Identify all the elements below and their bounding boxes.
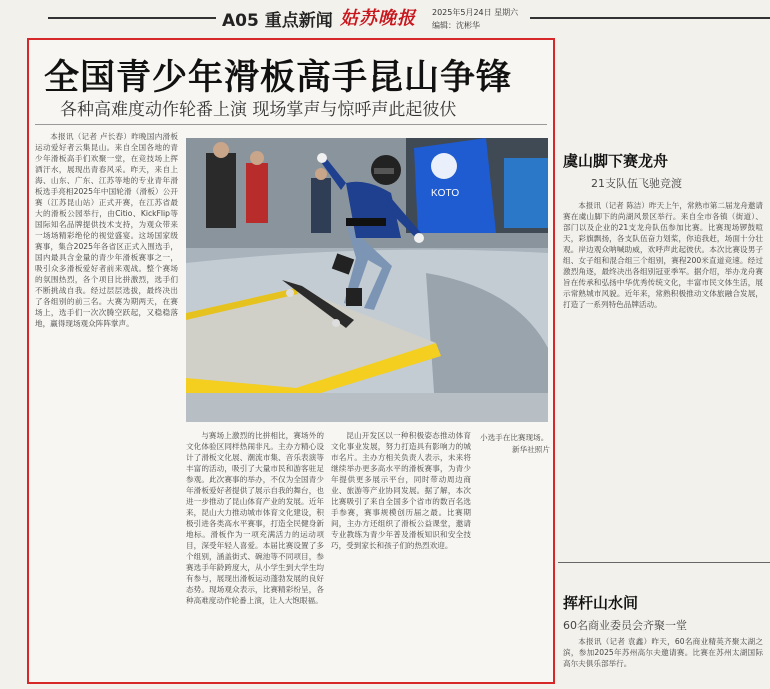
- issue-date: 2025年5月24日 星期六: [432, 8, 519, 17]
- right-top-body-text: 本报讯（记者 陈洁）昨天上午，常熟市第二届龙舟邀请赛在虞山脚下的尚湖风景区举行。来自全市各镇（街道）、部门以及企业的21支龙舟队伍参加比赛。比赛现场锣鼓喧天，彩旗飘扬，各支队伍奋力划桨，你追我赶，场面十分壮观。岸边观众呐喊助威，欢呼声此起彼伏。本次比赛设男子组、女子组和混合组三个组别，赛程200米直道竞速。经过激烈角逐，最终决出各组别冠亚季军。据介绍，举办龙舟赛旨在传承和弘扬中华优秀传统文化，丰富市民文体生活，展示常熟城市风貌。近年来，常熟积极推动文体旅融合发展，打造了一系列特色品牌活动。: [563, 201, 763, 309]
- article-column-3-text: 昆山开发区以一种积极姿态推动体育文化事业发展，努力打造具有影响力的城市名片。主办方相关负责人表示，未来将继续举办更多高水平的滑板赛事，为青少年提供更多展示平台，同时带动周边商业、旅游等产业协同发展。据了解，本次比赛吸引了来自全国多个省市的数百名选手参赛，赛事规模创历届之最。比赛期间，主办方还组织了滑板公益课堂，邀请专业教练为青少年普及滑板知识和安全技巧，受到家长和孩子们的热烈欢迎。: [331, 431, 471, 550]
- header-rule-left: [48, 17, 216, 19]
- editor-credit: 编辑：沈彬华: [432, 21, 480, 30]
- right-top-body: [563, 200, 763, 555]
- article-column-3: [331, 430, 471, 679]
- main-subhead: 各种高难度动作轮番上演 现场掌声与惊呼声此起彼伏: [60, 100, 457, 120]
- main-headline: 全国青少年滑板高手昆山争锋: [44, 58, 513, 98]
- photo-caption-text: 小选手在比赛现场。: [480, 433, 549, 442]
- page-header: [0, 0, 770, 36]
- article-column-1: [35, 131, 178, 679]
- right-top-story: [563, 150, 763, 191]
- headline-divider: [35, 124, 547, 125]
- right-bottom-subtitle: 60名商业委员会齐聚一堂: [563, 619, 687, 632]
- right-top-title: 虞山脚下赛龙舟: [563, 152, 669, 170]
- photo-credit: 新华社照片: [512, 445, 550, 454]
- skateboarder-photo: [186, 138, 548, 422]
- right-story-divider: [558, 562, 770, 563]
- right-bottom-body-text: 本报讯（记者 袁鑫）昨天，60名商业精英齐聚太湖之滨，参加2025年苏州高尔夫邀请赛。比赛在苏州太湖国际高尔夫俱乐部举行。: [563, 637, 763, 668]
- skateboard-photo-illustration: [186, 138, 548, 422]
- article-column-2: [186, 430, 324, 679]
- right-bottom-body: [563, 636, 763, 684]
- article-column-2-text: 与赛场上激烈的比拼相比，赛场外的文化体验区同样热闹非凡。主办方精心设计了滑板文化展、潮流市集、音乐表演等丰富的活动，吸引了大量市民和游客驻足参观。此次赛事的举办，不仅为全国青少年滑板爱好者提供了展示自我的舞台，也进一步推动了昆山体育产业的发展。近年来，昆山大力推动城市体育文化建设，积极引进各类高水平赛事，打造全民健身新地标。滑板作为一项充满活力的运动项目，深受年轻人喜爱。本届比赛设置了多个组别，涵盖街式、碗池等不同项目，参赛选手年龄跨度大，从小学生到大学生均有参与，展现出滑板运动蓬勃发展的良好态势。现场观众表示，比赛精彩纷呈，各种高难度动作轮番上演，让人大饱眼福。: [186, 431, 324, 605]
- svg-text:KOTO: KOTO: [431, 188, 460, 199]
- header-rule-right: [530, 17, 770, 19]
- article-column-1-text: 本报讯（记者 卢长春）昨晚国内滑板运动爱好者云集昆山。来自全国各地的青少年滑板高手们欢聚一堂，在竞技场上挥洒汗水，展现出青春风采。昨天，来自上海、山东、广东、江苏等地的专业青年滑板选手亮相2025年中国轮滑（滑板）公开赛（江苏昆山站）正式开赛，在江苏省最大的滑板公园举行，由Citio、KickFlip等国际知名品牌提供技术支持，为观众带来一场场精彩绝伦的视觉盛宴。这场国家级赛事，集合2025年各省区正式入围选手，国内最具含金量的青少年滑板赛事之一，吸引众多滑板爱好者前来观战。整个赛场的氛围热烈，各个项目比拼激烈，选手们不断挑战自我。经过层层选拔，最终决出了各组别的前三名。大赛为期两天，在赛场上，选手们一次次腾空跃起，又稳稳落地，赢得现场观众阵阵掌声。: [35, 132, 178, 328]
- right-top-subtitle: 21支队伍飞驰竞渡: [591, 177, 682, 190]
- section-label: A05 重点新闻: [222, 11, 333, 31]
- right-bottom-story: [563, 592, 763, 633]
- right-bottom-title: 挥杆山水间: [563, 594, 639, 612]
- newspaper-masthead: 姑苏晚报: [340, 8, 416, 29]
- photo-caption: [480, 432, 550, 456]
